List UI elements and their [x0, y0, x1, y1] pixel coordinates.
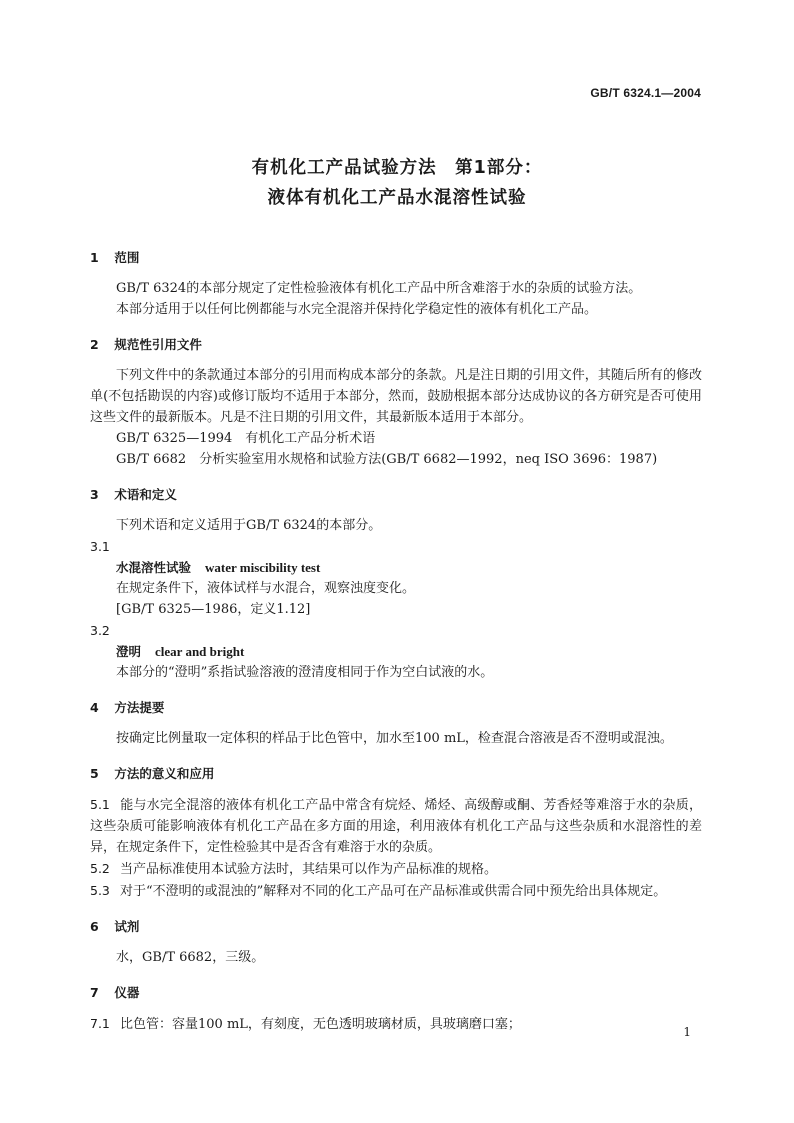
section-heading-terms [90, 485, 702, 504]
clause-number: 5.2 [90, 861, 110, 876]
paragraph: 下列文件中的条款通过本部分的引用而构成本部分的条款。凡是注日期的引用文件，其随后所有的修改单(不包括勘误的内容)或修订版均不适用于本部分，然而，鼓励根据本部分达成协议的各方研究是否可使用这些文件的最新版本。凡是不注日期的引用文件，其最新版本适用于本部分。 [90, 368, 702, 425]
section-heading-principle [90, 698, 702, 717]
section-number: 5 [90, 766, 99, 781]
section-title: 仪器 [114, 985, 140, 1000]
title-line-1: 有机化工产品试验方法 第1部分： [251, 158, 543, 178]
paragraph: 本部分适用于以任何比例都能与水完全混溶并保持化学稳定性的液体有机化工产品。 [116, 302, 598, 317]
section-title: 规范性引用文件 [114, 337, 202, 352]
term-chinese: 澄明 [116, 644, 142, 659]
paragraph: 按确定比例量取一定体积的样品于比色管中，加水至100 mL，检查混合溶液是否不澄明或混浊。 [116, 731, 673, 746]
paragraph: 下列术语和定义适用于GB/T 6324的本部分。 [116, 518, 382, 533]
term-entry [90, 557, 702, 578]
term-english: clear and bright [155, 644, 245, 659]
numbered-clause [90, 858, 702, 880]
section-number: 4 [90, 700, 99, 715]
term-english: water miscibility test [205, 560, 321, 575]
section-number: 1 [90, 250, 99, 265]
clause-text: 对于“不澄明的或混浊的”解释对不同的化工产品可在产品标准或供需合同中预先给出具体规定。 [120, 884, 667, 899]
reference-item: GB/T 6325—1994 有机化工产品分析术语 [116, 431, 376, 446]
section-number: 3 [90, 487, 99, 502]
section-title: 方法提要 [114, 700, 165, 715]
reference-item: GB/T 6682 分析实验室用水规格和试验方法(GB/T 6682—1992，neq ISO 3696：1987) [116, 452, 658, 467]
paragraph: 水，GB/T 6682，三级。 [116, 950, 265, 965]
clause-number: 7.1 [90, 1016, 110, 1031]
document-body [90, 248, 702, 1035]
section-heading-scope [90, 248, 702, 267]
document-title [0, 153, 794, 213]
term-number: 3.2 [90, 623, 110, 638]
numbered-clause [90, 794, 702, 858]
section-heading-normative-references [90, 335, 702, 354]
standard-number: GB/T 6324.1—2004 [590, 86, 701, 100]
paragraph: GB/T 6324的本部分规定了定性检验液体有机化工产品中所含难溶于水的杂质的试验方法。 [116, 281, 642, 296]
section-number: 6 [90, 919, 99, 934]
clause-number: 5.1 [90, 797, 110, 812]
term-source: [GB/T 6325—1986，定义1.12] [116, 602, 311, 617]
clause-text: 比色管：容量100 mL，有刻度，无色透明玻璃材质，具玻璃磨口塞； [120, 1017, 521, 1032]
numbered-clause [90, 1013, 702, 1035]
section-number: 7 [90, 985, 99, 1000]
section-title: 范围 [114, 250, 140, 265]
clause-text: 当产品标准使用本试验方法时，其结果可以作为产品标准的规格。 [120, 862, 498, 877]
term-chinese: 水混溶性试验 [116, 560, 192, 575]
section-heading-apparatus [90, 983, 702, 1002]
section-heading-significance [90, 764, 702, 783]
clause-number: 5.3 [90, 883, 110, 898]
title-line-2: 液体有机化工产品水混溶性试验 [267, 188, 527, 208]
section-title: 方法的意义和应用 [114, 766, 215, 781]
page-number: 1 [683, 1025, 691, 1039]
section-title: 术语和定义 [114, 487, 177, 502]
term-definition: 本部分的“澄明”系指试验溶液的澄清度相同于作为空白试液的水。 [116, 665, 494, 680]
section-heading-reagents [90, 917, 702, 936]
section-number: 2 [90, 337, 99, 352]
numbered-clause [90, 880, 702, 902]
section-title: 试剂 [114, 919, 140, 934]
term-definition: 在规定条件下，液体试样与水混合，观察浊度变化。 [116, 581, 416, 596]
term-entry [90, 641, 702, 662]
clause-text: 能与水完全混溶的液体有机化工产品中常含有烷烃、烯烃、高级醇或酮、芳香烃等难溶于水的杂质，这些杂质可能影响液体有机化工产品在多方面的用途，利用液体有机化工产品与这些杂质和水混溶性的差异，在规定条件下，定性检验其中是否含有难溶于水的杂质。 [90, 798, 702, 855]
term-number: 3.1 [90, 539, 110, 554]
